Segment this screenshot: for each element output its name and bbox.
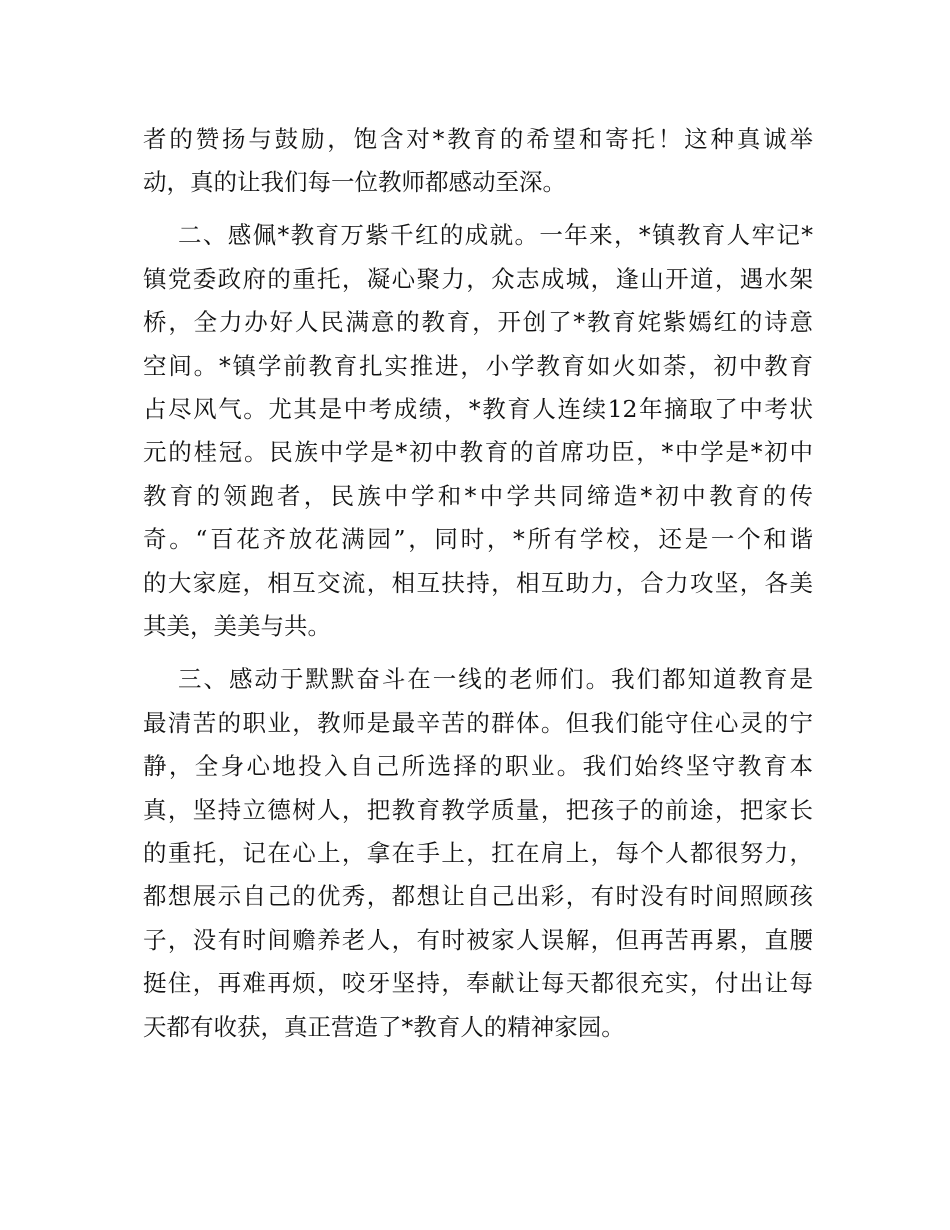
paragraph-3-line-1: 三、感动于默默奋斗在一线的老师们。我们都知道教育是 bbox=[178, 665, 813, 693]
paragraph-3-line-9: 天都有收获，真正营造了*教育人的精神家园。 bbox=[143, 1013, 625, 1041]
paragraph-2-line-1: 二、感佩*教育万紫千红的成就。一年来，*镇教育人牢记* bbox=[178, 221, 813, 249]
paragraph-2-line-2: 镇党委政府的重托，凝心聚力，众志成城，逢山开道，遇水架 bbox=[143, 265, 813, 293]
paragraph-3-line-3: 静，全身心地投入自己所选择的职业。我们始终坚守教育本 bbox=[143, 752, 813, 780]
paragraph-2-line-5: 占尽风气。尤其是中考成绩，*教育人连续12年摘取了中考状 bbox=[143, 395, 813, 423]
paragraph-3-line-6: 都想展示自己的优秀，都想让自己出彩，有时没有时间照顾孩 bbox=[143, 882, 813, 910]
paragraph-3-line-8: 挺住，再难再烦，咬牙坚持，奉献让每天都很充实，付出让每 bbox=[143, 969, 813, 997]
paragraph-2-line-4: 空间。*镇学前教育扎实推进，小学教育如火如荼，初中教育 bbox=[143, 352, 813, 380]
paragraph-3-line-4: 真，坚持立德树人，把教育教学质量，把孩子的前途，把家长 bbox=[143, 796, 813, 824]
paragraph-2-line-8: 奇。“百花齐放花满园”，同时，*所有学校，还是一个和谐 bbox=[143, 525, 813, 553]
paragraph-2-line-10: 其美，美美与共。 bbox=[143, 612, 331, 640]
paragraph-3-line-2: 最清苦的职业，教师是最辛苦的群体。但我们能守住心灵的宁 bbox=[143, 709, 813, 737]
paragraph-2-line-3: 桥，全力办好人民满意的教育，开创了*教育姹紫嫣红的诗意 bbox=[143, 308, 813, 336]
paragraph-2-line-7: 教育的领跑者，民族中学和*中学共同缔造*初中教育的传 bbox=[143, 482, 813, 510]
paragraph-2-line-9: 的大家庭，相互交流，相互扶持，相互助力，合力攻坚，各美 bbox=[143, 569, 813, 597]
paragraph-3-line-7: 子，没有时间赡养老人，有时被家人误解，但再苦再累，直腰 bbox=[143, 926, 813, 954]
paragraph-3-line-5: 的重托，记在心上，拿在手上，扛在肩上，每个人都很努力， bbox=[143, 839, 813, 867]
paragraph-2-line-6: 元的桂冠。民族中学是*初中教育的首席功臣，*中学是*初中 bbox=[143, 438, 813, 466]
paragraph-1-line-1: 者的赞扬与鼓励，饱含对*教育的希望和寄托！这种真诚举 bbox=[143, 125, 813, 153]
paragraph-1-line-2: 动，真的让我们每一位教师都感动至深。 bbox=[143, 168, 566, 196]
